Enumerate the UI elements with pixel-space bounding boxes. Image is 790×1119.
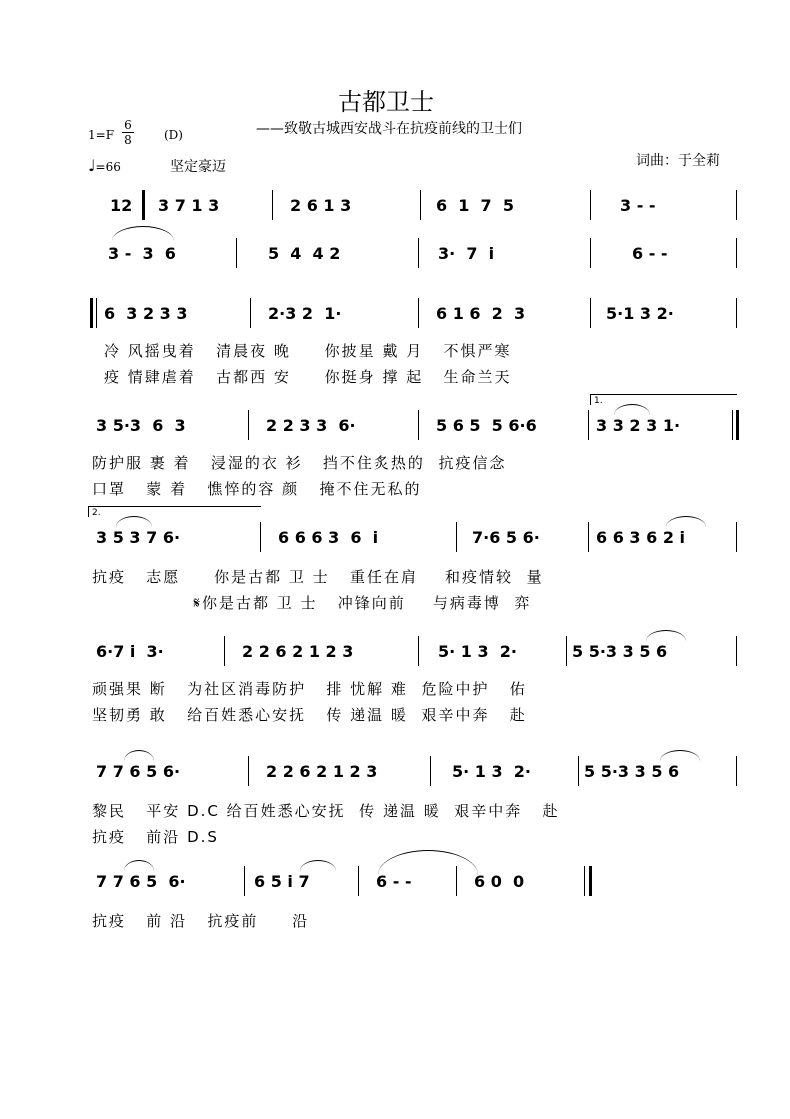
measure: 3· 7 i xyxy=(438,244,495,263)
barline xyxy=(584,866,585,896)
time-signature xyxy=(122,118,134,147)
measure: 3 5·3 6 3 xyxy=(96,416,186,435)
lyric-line: 冷 风摇曳着 清晨夜 晚 你披星 戴 月 不惧严寒 xyxy=(104,342,512,360)
lyric-line: 黎民 平安 D.C 给百姓悉心安抚 传 递温 暖 艰辛中奔 赴 xyxy=(92,802,560,820)
lyric-line: 抗疫 前 沿 抗疫前 沿 xyxy=(92,912,310,930)
slur-icon xyxy=(116,516,152,527)
page-title: 古都卫士 xyxy=(338,88,434,116)
measure: 3 - - xyxy=(620,196,656,215)
slur-icon xyxy=(112,226,174,241)
barline xyxy=(224,636,225,666)
barline xyxy=(736,522,737,552)
time-numerator: 6 xyxy=(124,118,132,132)
measure: 6 - - xyxy=(632,244,668,263)
volta-bracket xyxy=(590,394,737,405)
measure: 6 3 2 3 3 xyxy=(104,304,188,323)
barline xyxy=(358,866,359,896)
time-denominator: 8 xyxy=(124,133,132,147)
tempo-value: =66 xyxy=(95,160,121,174)
lyric-line: 抗疫 前沿 D.S xyxy=(92,828,219,846)
barline xyxy=(588,522,589,552)
repeat-end-barline xyxy=(736,410,739,440)
measure: 6 1 7 5 xyxy=(436,196,514,215)
barline xyxy=(96,298,97,328)
barline xyxy=(420,190,421,220)
tempo-marking xyxy=(88,156,121,175)
barline xyxy=(736,636,737,666)
slur-icon xyxy=(666,516,706,527)
measure: 3 3 2 3 1· xyxy=(596,416,681,435)
measure: 6 1 6 2 3 xyxy=(436,304,526,323)
barline xyxy=(260,522,261,552)
key-signature: 1=F xyxy=(88,128,115,142)
measure: 3 7 1 3 xyxy=(158,196,220,215)
mode-marking: (D) xyxy=(164,128,183,142)
barline xyxy=(142,190,145,220)
repeat-start-barline xyxy=(90,298,93,328)
measure: 3 - 3 6 xyxy=(108,244,176,263)
measure: 6 5 i 7 xyxy=(254,872,310,891)
lyric-line: 疫 情肆虐着 古都西 安 你挺身 撑 起 生命兰天 xyxy=(104,368,512,386)
barline xyxy=(430,756,431,786)
measure: 6 0 0 xyxy=(474,872,525,891)
barline xyxy=(272,190,273,220)
barline xyxy=(736,190,737,220)
measure: 7·6 5 6· xyxy=(472,528,540,547)
credit: 词曲：于全莉 xyxy=(636,153,720,169)
barline xyxy=(418,410,419,440)
barline xyxy=(418,636,419,666)
measure: 6·7 i 3· xyxy=(96,642,164,661)
barline xyxy=(566,636,567,666)
measure: 3 5 3 7 6· xyxy=(96,528,181,547)
slur-icon xyxy=(646,630,686,641)
barline xyxy=(248,410,249,440)
measure: 2·3 2 1· xyxy=(268,304,342,323)
measure: 2 2 6 2 1 2 3 xyxy=(242,642,354,661)
measure: 5·1 3 2· xyxy=(606,304,674,323)
barline xyxy=(250,298,251,328)
measure: 5· 1 3 2· xyxy=(438,642,517,661)
measure: 6 - - xyxy=(376,872,412,891)
measure: 2 2 3 3 6· xyxy=(266,416,356,435)
barline xyxy=(590,190,591,220)
barline xyxy=(418,238,419,268)
slur-icon xyxy=(300,860,336,871)
measure: 7 7 6 5 6· xyxy=(96,762,181,781)
lyric-line: 防护服 裹 着 浸湿的衣 衫 挡不住炙热的 抗疫信念 xyxy=(92,454,507,472)
barline xyxy=(248,756,249,786)
slur-icon xyxy=(660,750,700,761)
barline xyxy=(590,238,591,268)
volta-label: 1. xyxy=(594,396,603,406)
barline xyxy=(736,756,737,786)
measure: 5 6 5 5 6·6 xyxy=(436,416,537,435)
measure: 2 6 1 3 xyxy=(290,196,352,215)
measure: 5 5·3 3 5 6 xyxy=(584,762,680,781)
measure: 5· 1 3 2· xyxy=(452,762,531,781)
measure: 2 2 6 2 1 2 3 xyxy=(266,762,378,781)
measure: 5 5·3 3 5 6 xyxy=(572,642,668,661)
measure: 5 4 4 2 xyxy=(268,244,341,263)
lyric-line: 坚韧勇 敢 给百姓悉心安抚 传 递温 暖 艰辛中奔 赴 xyxy=(92,706,527,724)
quarter-note-icon: ♩ xyxy=(88,156,96,175)
lyric-line: 口罩 蒙 着 憔悴的容 颜 掩不住无私的 xyxy=(92,480,422,498)
barline xyxy=(590,298,591,328)
barline xyxy=(578,756,579,786)
barline xyxy=(732,410,733,440)
slur-icon xyxy=(124,860,154,871)
barline xyxy=(736,238,737,268)
slur-icon xyxy=(378,850,478,875)
volta-label: 2. xyxy=(92,508,101,518)
barline xyxy=(736,298,737,328)
subtitle: ——致敬古城西安战斗在抗疫前线的卫士们 xyxy=(256,121,522,137)
barline xyxy=(236,238,237,268)
final-barline xyxy=(589,866,592,896)
lyric-line: 𝄋你是古都 卫 士 冲锋向前 与病毒博 弈 xyxy=(92,594,532,612)
slur-icon xyxy=(614,404,650,415)
barline xyxy=(588,410,589,440)
measure: 12 xyxy=(110,196,133,215)
measure: 6 6 3 6 2 i xyxy=(596,528,685,547)
measure: 7 7 6 5 6· xyxy=(96,872,186,891)
barline xyxy=(418,298,419,328)
expression-marking: 坚定豪迈 xyxy=(170,159,226,175)
measure: 6 6 6 3 6 i xyxy=(278,528,379,547)
barline xyxy=(456,522,457,552)
lyric-line: 顽强果 断 为社区消毒防护 排 忧解 难 危险中护 佑 xyxy=(92,680,527,698)
barline xyxy=(244,866,245,896)
volta-bracket xyxy=(88,506,261,517)
lyric-line: 抗疫 志愿 你是古都 卫 士 重任在肩 和疫情较 量 xyxy=(92,568,544,586)
slur-icon xyxy=(124,750,154,761)
